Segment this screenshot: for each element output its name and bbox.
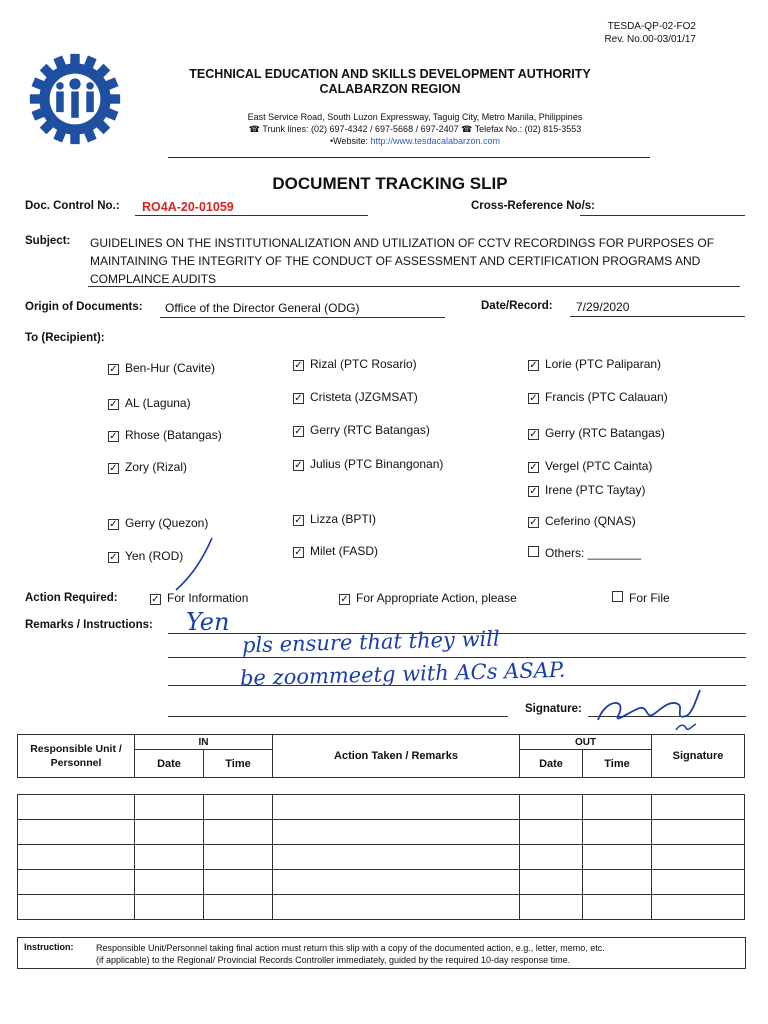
cell-signature[interactable] (652, 845, 745, 870)
org-region: CALABARZON REGION (319, 82, 461, 96)
recipient-label: Ceferino (QNAS) (545, 514, 636, 528)
for-information-checkbox[interactable] (150, 591, 248, 605)
recipient-checkbox[interactable] (293, 512, 376, 526)
checkbox-mark: ✓ (109, 552, 118, 563)
checkbox-mark: ✓ (529, 517, 538, 528)
recipient-checkbox[interactable] (293, 457, 443, 471)
cell-unit[interactable] (18, 870, 135, 895)
cell-in-time[interactable] (204, 795, 273, 820)
checkbox-mark: ✓ (109, 463, 118, 474)
date-record-label: Date/Record: (481, 300, 553, 312)
recipient-checkbox[interactable] (528, 390, 668, 404)
instruction-box (17, 937, 746, 969)
col-in-date: Date (135, 750, 204, 778)
for-file-checkbox[interactable] (612, 591, 670, 605)
date-record-line (570, 316, 745, 317)
action-option-label: For Appropriate Action, please (356, 591, 517, 605)
form-code (604, 20, 696, 46)
table-row (18, 845, 745, 870)
recipient-checkbox[interactable] (108, 361, 215, 375)
handwritten-remark-1: pls ensure that they will (241, 626, 500, 658)
cell-signature[interactable] (652, 870, 745, 895)
recipient-label: Lorie (PTC Paliparan) (545, 357, 662, 371)
remarks-line-4 (168, 716, 508, 717)
org-contact (150, 111, 680, 147)
others-checkbox[interactable] (528, 546, 641, 560)
cell-action[interactable] (273, 820, 520, 845)
col-out-time: Time (583, 750, 652, 778)
handwritten-slash (172, 536, 216, 592)
cell-signature[interactable] (652, 820, 745, 845)
cell-in-time[interactable] (204, 870, 273, 895)
recipient-checkbox[interactable] (528, 483, 645, 497)
checkbox-mark: ✓ (151, 594, 160, 605)
org-phones: ☎ Trunk lines: (02) 697-4342 / 697-5668 / 697-2407 ☎ Telefax No.: (02) 815-3553 (248, 124, 582, 134)
action-option-label: For File (629, 591, 670, 605)
cell-out-date[interactable] (520, 845, 583, 870)
tesda-logo (28, 52, 122, 146)
table-row (18, 820, 745, 845)
cell-signature[interactable] (652, 795, 745, 820)
recipient-label: Gerry (RTC Batangas) (545, 426, 665, 440)
instruction-label: Instruction: (24, 942, 74, 952)
action-option-label: For Information (167, 591, 249, 605)
cell-out-date[interactable] (520, 895, 583, 920)
recipient-checkbox[interactable] (528, 514, 636, 528)
cell-unit[interactable] (18, 895, 135, 920)
col-in-time: Time (204, 750, 273, 778)
cell-out-time[interactable] (583, 845, 652, 870)
checkbox-mark: ✓ (529, 393, 538, 404)
handwritten-remark-2: be zoommeetg with ACs ASAP. (239, 657, 566, 691)
checkbox-mark: ✓ (340, 594, 349, 605)
cell-out-time[interactable] (583, 795, 652, 820)
cell-in-time[interactable] (204, 895, 273, 920)
cell-in-date[interactable] (135, 870, 204, 895)
origin-label: Origin of Documents: (25, 301, 143, 313)
recipient-label: Vergel (PTC Cainta) (545, 459, 653, 473)
checkbox-mark: ✓ (529, 462, 538, 473)
doc-control-label: Doc. Control No.: (25, 200, 120, 212)
org-website (150, 135, 680, 147)
recipient-checkbox[interactable] (293, 357, 417, 371)
cross-ref-label: Cross-Reference No/s: (471, 200, 595, 212)
cell-in-time[interactable] (204, 845, 273, 870)
col-group-in: IN (135, 735, 273, 750)
cross-ref-line (580, 215, 745, 216)
table-row (18, 895, 745, 920)
checkbox-mark: ✓ (109, 519, 118, 530)
recipient-label: Gerry (RTC Batangas) (310, 423, 430, 437)
org-name: TECHNICAL EDUCATION AND SKILLS DEVELOPMENT AUTHORITY (189, 67, 591, 81)
remarks-label: Remarks / Instructions: (25, 619, 153, 631)
checkbox-mark: ✓ (529, 429, 538, 440)
recipient-checkbox[interactable] (528, 426, 665, 440)
recipient-label: Rizal (PTC Rosario) (310, 357, 417, 371)
handwritten-addressee: Yen (186, 608, 230, 636)
cell-signature[interactable] (652, 895, 745, 920)
cell-action[interactable] (273, 895, 520, 920)
cell-in-date[interactable] (135, 820, 204, 845)
recipient-label: Julius (PTC Binangonan) (310, 457, 444, 471)
cell-out-date[interactable] (520, 795, 583, 820)
recipient-label: Milet (FASD) (310, 544, 379, 558)
action-required-label: Action Required: (25, 592, 118, 604)
cell-out-time[interactable] (583, 870, 652, 895)
recipient-label: Zory (Rizal) (125, 460, 187, 474)
checkbox-mark: ✓ (529, 486, 538, 497)
form-revision: Rev. No.00-03/01/17 (604, 34, 696, 45)
cell-unit[interactable] (18, 795, 135, 820)
cell-in-time[interactable] (204, 820, 273, 845)
checkbox-mark: ✓ (294, 460, 303, 471)
recipient-label: Francis (PTC Calauan) (545, 390, 668, 404)
recipient-checkbox[interactable] (528, 459, 652, 473)
signature-label: Signature: (525, 703, 582, 715)
cell-action[interactable] (273, 845, 520, 870)
cell-unit[interactable] (18, 820, 135, 845)
cell-in-date[interactable] (135, 795, 204, 820)
checkbox-mark: ✓ (294, 515, 303, 526)
cell-in-date[interactable] (135, 845, 204, 870)
cell-out-date[interactable] (520, 820, 583, 845)
instruction-line-2: (if applicable) to the Regional/ Provincial Records Controller immediately, guided by the required 10-day response time. (96, 955, 571, 965)
col-group-out: OUT (520, 735, 652, 750)
origin-value: Office of the Director General (ODG) (165, 301, 360, 315)
col-action-taken: Action Taken / Remarks (273, 735, 520, 778)
recipient-label: Ben-Hur (Cavite) (125, 361, 216, 375)
instruction-text (96, 942, 736, 966)
cell-out-time[interactable] (583, 820, 652, 845)
recipient-checkbox[interactable] (528, 357, 661, 371)
checkbox-mark: ✓ (109, 399, 118, 410)
col-out-date: Date (520, 750, 583, 778)
recipient-checkbox[interactable] (108, 428, 222, 442)
date-record-value: 7/29/2020 (576, 300, 630, 314)
tracking-table-header (17, 734, 745, 778)
recipient-checkbox[interactable] (108, 460, 187, 474)
col-signature: Signature (652, 735, 745, 778)
recipient-checkbox[interactable] (293, 423, 430, 437)
cell-action[interactable] (273, 795, 520, 820)
recipient-checkbox[interactable] (108, 396, 191, 410)
subject-value: GUIDELINES ON THE INSTITUTIONALIZATION AND UTILIZATION OF CCTV RECORDINGS FOR PURPOSES OF MAINTAINING THE INTEGRITY OF THE CONDUCT OF ASSESSMENT AND CERTIFICATION PROGRAMS AND COMPLAINCE AUDITS (90, 236, 715, 286)
col-responsible-unit: Responsible Unit / Personnel (18, 735, 135, 778)
org-address: East Service Road, South Luzon Expressway, Taguig City, Metro Manila, Philippines (247, 112, 583, 122)
website-label: •Website: (329, 136, 368, 146)
recipient-label: Gerry (Quezon) (125, 516, 209, 530)
for-appropriate-action-checkbox[interactable] (339, 591, 517, 605)
recipient-label: Irene (PTC Taytay) (545, 483, 646, 497)
recipient-label: Yen (ROD) (125, 549, 184, 563)
checkbox-mark: ✓ (294, 426, 303, 437)
subject-line (88, 286, 740, 287)
handwritten-signature (588, 680, 708, 740)
header-divider (168, 157, 650, 158)
form-code-number: TESDA-QP-02-FO2 (607, 21, 696, 32)
recipient-label: Rhose (Batangas) (125, 428, 222, 442)
subject-label: Subject: (25, 235, 71, 247)
recipient-label: Others: ________ (545, 546, 642, 560)
recipient-label: Lizza (BPTI) (310, 512, 377, 526)
table-row (18, 795, 745, 820)
checkbox-mark: ✓ (294, 360, 303, 371)
recipient-label: AL (Laguna) (125, 396, 191, 410)
cell-unit[interactable] (18, 845, 135, 870)
recipients-label: To (Recipient): (25, 332, 105, 344)
doc-control-line (135, 215, 368, 216)
checkbox-mark: ✓ (294, 393, 303, 404)
recipient-checkbox[interactable] (293, 390, 418, 404)
cell-out-date[interactable] (520, 870, 583, 895)
recipient-checkbox[interactable] (108, 516, 208, 530)
website-link[interactable]: http://www.tesdacalabarzon.com (370, 136, 501, 146)
origin-line (160, 317, 445, 318)
doc-control-value: RO4A-20-01059 (142, 200, 234, 214)
instruction-line-1: Responsible Unit/Personnel taking final action must return this slip with a copy of the documented action, e.g., letter, memo, etc. (96, 943, 605, 953)
checkbox-mark (612, 591, 623, 602)
cell-action[interactable] (273, 870, 520, 895)
checkbox-mark: ✓ (529, 360, 538, 371)
page-title: DOCUMENT TRACKING SLIP (272, 174, 508, 193)
checkbox-mark (528, 546, 539, 557)
table-row (18, 870, 745, 895)
cell-in-date[interactable] (135, 895, 204, 920)
checkbox-mark: ✓ (109, 431, 118, 442)
cell-out-time[interactable] (583, 895, 652, 920)
checkbox-mark: ✓ (294, 547, 303, 558)
checkbox-mark: ✓ (109, 364, 118, 375)
tracking-table-body (17, 794, 745, 920)
remarks-line-2 (168, 657, 746, 658)
recipient-label: Cristeta (JZGMSAT) (310, 390, 418, 404)
recipient-checkbox[interactable] (293, 544, 378, 558)
